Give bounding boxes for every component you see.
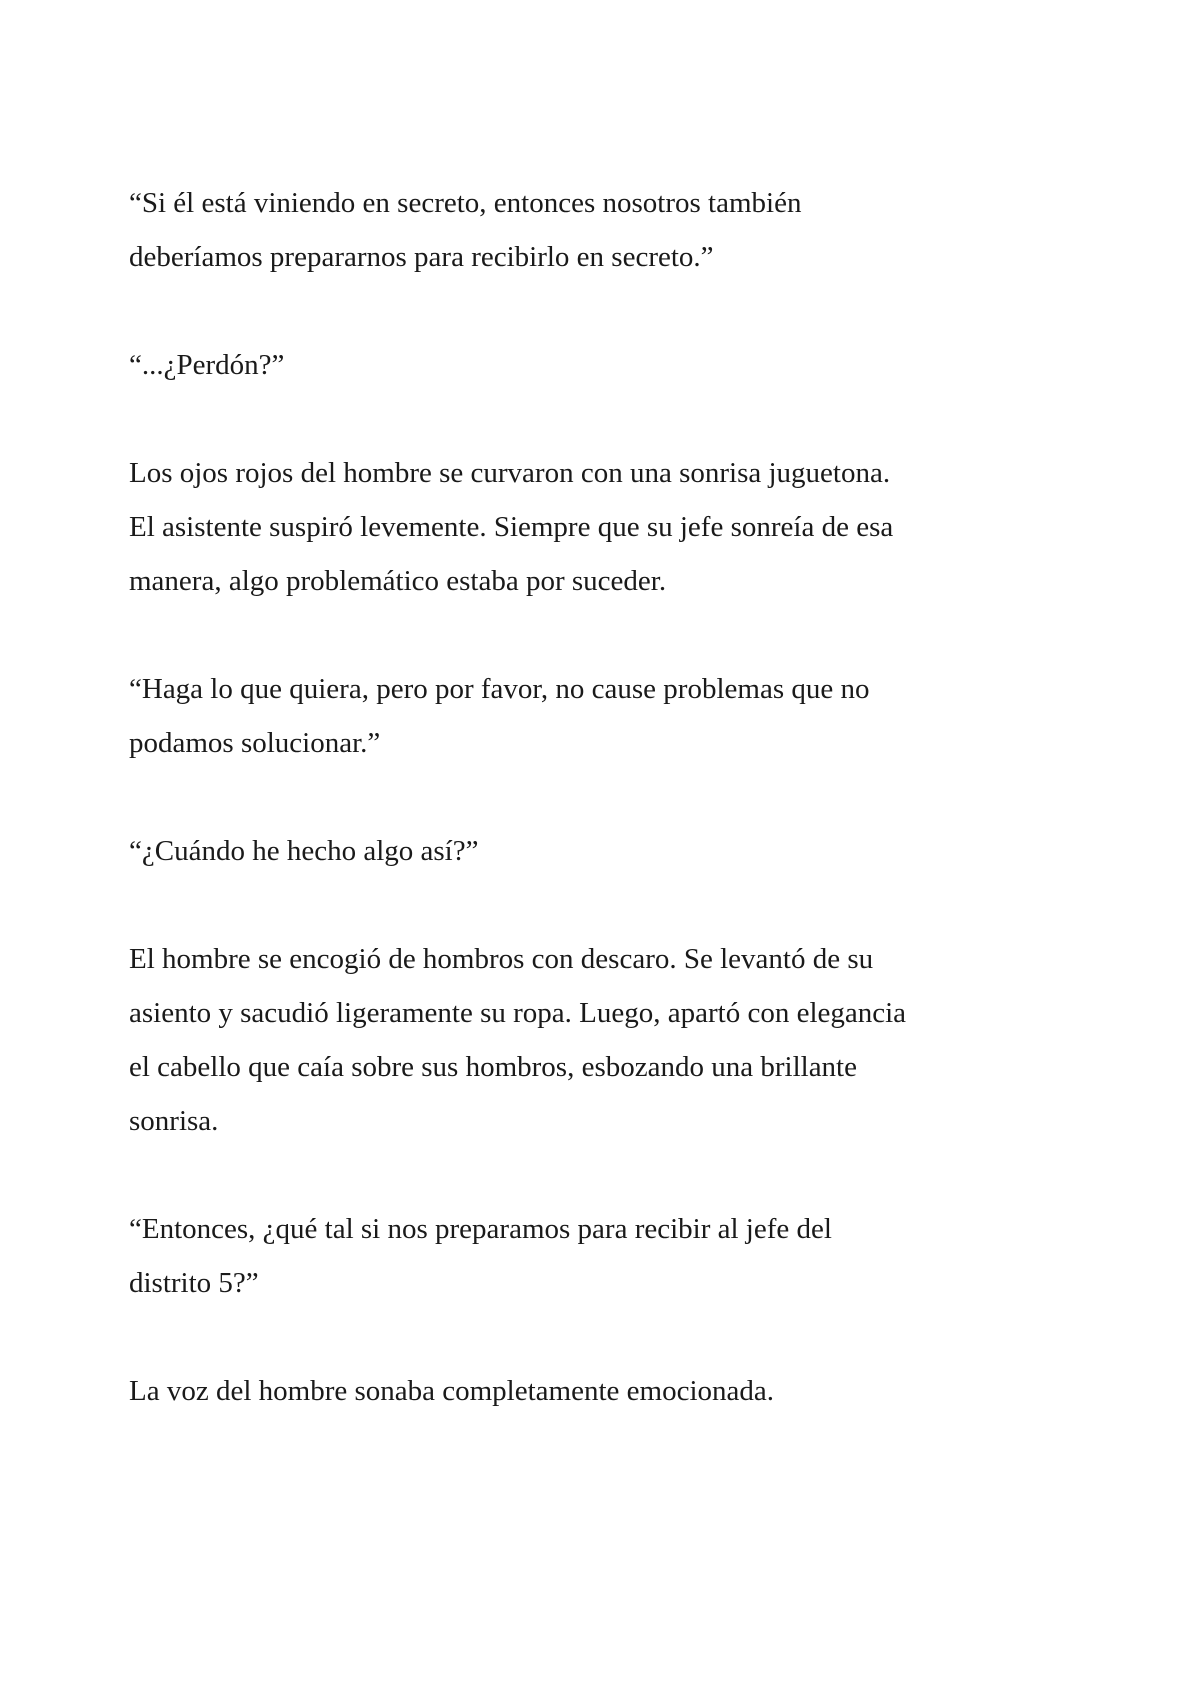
text-line: La voz del hombre sonaba completamente emocionada.	[129, 1375, 774, 1407]
paragraph	[129, 662, 1089, 770]
text-line: “¿Cuándo he hecho algo así?”	[129, 835, 479, 867]
text-line: “Haga lo que quiera, pero por favor, no cause problemas que no	[129, 673, 870, 705]
text-line: “Si él está viniendo en secreto, entonces nosotros también	[129, 187, 802, 219]
text-line: El hombre se encogió de hombros con descaro. Se levantó de su	[129, 943, 874, 975]
text-line: manera, algo problemático estaba por suceder.	[129, 565, 667, 597]
text-line: “...¿Perdón?”	[129, 349, 285, 381]
text-line: asiento y sacudió ligeramente su ropa. Luego, apartó con elegancia	[129, 997, 907, 1029]
text-line: deberíamos prepararnos para recibirlo en secreto.”	[129, 241, 714, 273]
text-line: el cabello que caía sobre sus hombros, esbozando una brillante	[129, 1051, 857, 1083]
text-line: “Entonces, ¿qué tal si nos preparamos para recibir al jefe del	[129, 1213, 832, 1245]
text-line: El asistente suspiró levemente. Siempre que su jefe sonreía de esa	[129, 511, 894, 543]
paragraph	[129, 338, 1089, 392]
paragraph	[129, 824, 1089, 878]
text-line: distrito 5?”	[129, 1267, 259, 1299]
paragraph	[129, 446, 1089, 608]
paragraph	[129, 932, 1089, 1148]
paragraph	[129, 176, 1089, 284]
text-line: podamos solucionar.”	[129, 727, 381, 759]
paragraph	[129, 1202, 1089, 1310]
text-line: Los ojos rojos del hombre se curvaron con una sonrisa juguetona.	[129, 457, 891, 489]
text-line: sonrisa.	[129, 1105, 219, 1137]
document-page	[129, 176, 1089, 1472]
paragraph	[129, 1364, 1089, 1418]
